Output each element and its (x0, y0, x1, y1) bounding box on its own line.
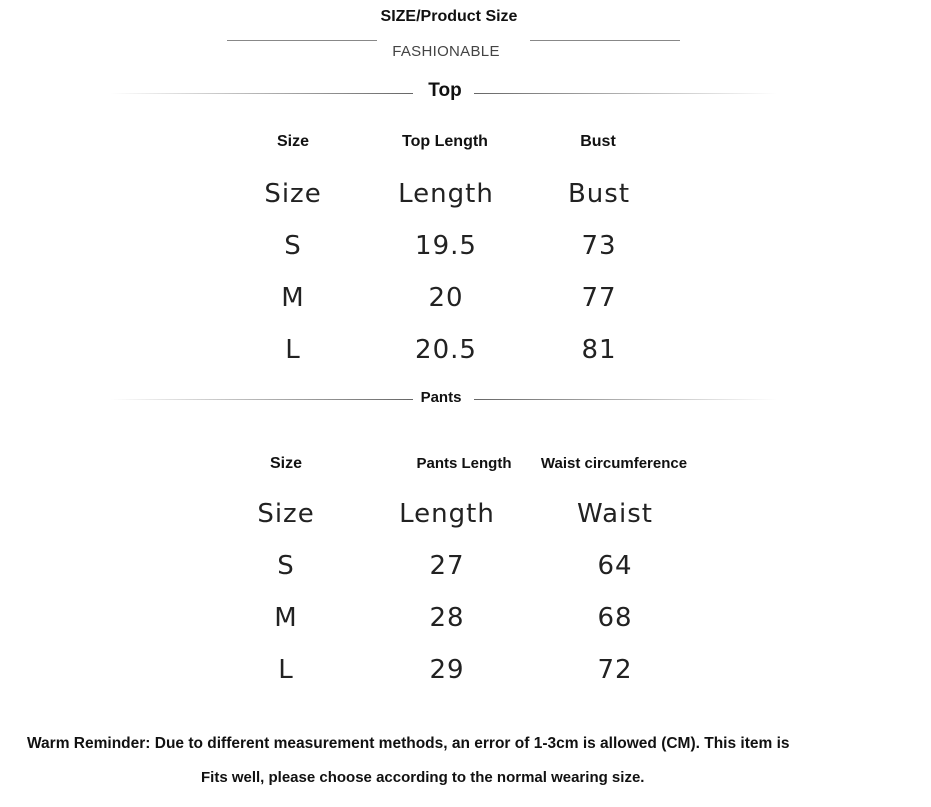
pants-header-waist: Waist circumference (540, 455, 688, 472)
pants-cell: 64 (597, 551, 633, 581)
top-cell: 77 (581, 283, 617, 313)
title-divider-left (227, 40, 377, 41)
pants-header-size: Size (269, 455, 303, 472)
top-header-size: Size (276, 133, 310, 150)
page-subtitle: FASHIONABLE (392, 43, 500, 60)
title-divider-right (530, 40, 680, 41)
pants-cell: 28 (429, 603, 465, 633)
pants-cell: 68 (597, 603, 633, 633)
page-title: SIZE/Product Size (380, 8, 518, 25)
top-cell: M (281, 283, 305, 313)
pants-cell: Waist (577, 499, 653, 529)
top-cell: 20.5 (415, 335, 477, 365)
pants-cell: Length (399, 499, 495, 529)
warm-reminder-line-1: Warm Reminder: Due to different measurement methods, an error of 1-3cm is allowed (CM). This item is (27, 735, 790, 752)
top-cell: Bust (567, 179, 631, 209)
pants-divider-left (110, 399, 413, 400)
top-cell: 20 (428, 283, 464, 313)
top-divider-right (474, 93, 777, 94)
pants-cell: 72 (597, 655, 633, 685)
top-cell: Size (264, 179, 322, 209)
top-divider-left (110, 93, 413, 94)
pants-cell: 29 (429, 655, 465, 685)
top-cell: L (285, 335, 301, 365)
warm-reminder-line-2: Fits well, please choose according to the normal wearing size. (201, 769, 645, 786)
top-cell: 81 (581, 335, 617, 365)
pants-cell: Size (257, 499, 315, 529)
top-cell: S (284, 231, 302, 261)
pants-cell: S (277, 551, 295, 581)
section-title-pants: Pants (420, 389, 462, 406)
pants-divider-right (474, 399, 777, 400)
top-cell: 73 (581, 231, 617, 261)
top-header-length: Top Length (402, 133, 488, 150)
top-cell: Length (398, 179, 494, 209)
top-header-bust: Bust (580, 133, 616, 150)
pants-cell: L (278, 655, 294, 685)
pants-cell: M (274, 603, 298, 633)
top-cell: 19.5 (415, 231, 477, 261)
pants-header-length: Pants Length (416, 455, 512, 472)
section-title-top: Top (428, 80, 462, 101)
pants-cell: 27 (429, 551, 465, 581)
